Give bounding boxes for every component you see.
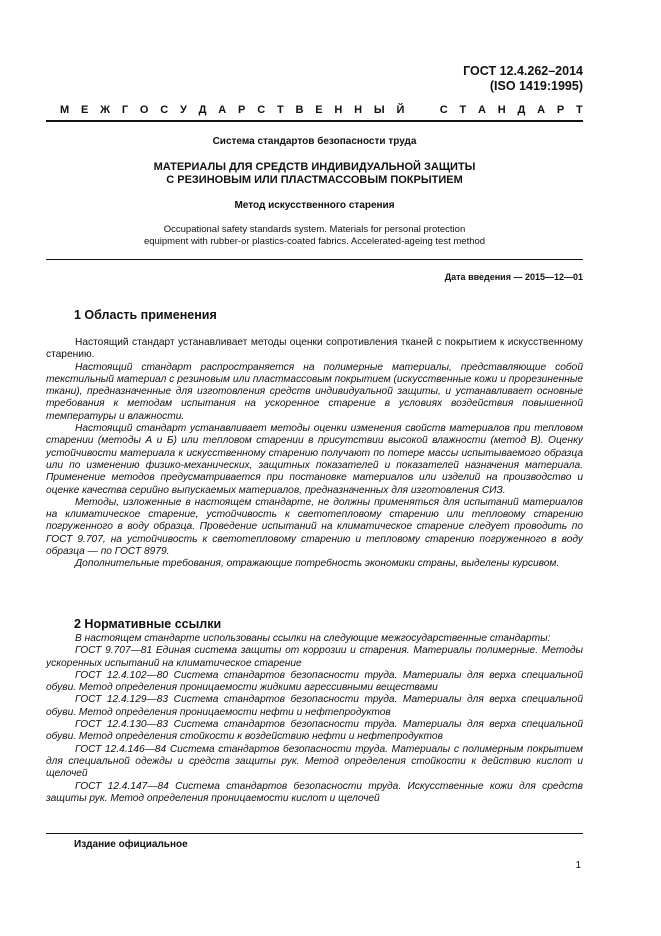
- standard-code-block: [463, 64, 583, 94]
- section-1-paragraph: Методы, изложенные в настоящем стандарте, не должны применяться для испытаний материалов на климатическое старение, устойчивость к светотепловому старению или тепловому старению погруженного в воду образца. Проведение испытаний на климатическое старение следует проводить по ГОСТ 9.707, на устойчивость к светотепловому старению и тепловому старению погруженного в воду образца — по ГОСТ 8979.: [46, 496, 583, 558]
- reference-item: ГОСТ 12.4.147—84 Система стандартов безопасности труда. Искусственные кожи для средств защиты рук. Метод определения проницаемости кислот и щелочей: [46, 780, 583, 804]
- interstate-letter: В: [295, 104, 304, 116]
- interstate-letter: Т: [576, 104, 583, 116]
- interstate-letter: А: [218, 104, 227, 116]
- main-title-line-2: С РЕЗИНОВЫМ ИЛИ ПЛАСТМАССОВЫМ ПОКРЫТИЕМ: [166, 174, 463, 186]
- footer-rule: [46, 833, 583, 834]
- title-rule: [46, 259, 583, 260]
- interstate-letter: А: [478, 104, 486, 116]
- introduction-date: Дата введения — 2015—12—01: [444, 272, 583, 282]
- method-title: Метод искусственного старения: [234, 200, 395, 211]
- interstate-letter: Н: [334, 104, 343, 116]
- interstate-letter: Ж: [100, 104, 111, 116]
- interstate-letter: С: [257, 104, 266, 116]
- standard-code: ГОСТ 12.4.262–2014: [463, 64, 583, 78]
- reference-item: ГОСТ 12.4.102—80 Система стандартов безопасности труда. Материалы для верха специальной обуви. Метод определения проницаемости жидкими агрессивными веществами: [46, 669, 583, 694]
- reference-item: ГОСТ 9.707—81 Единая система защиты от коррозии и старения. Материалы полимерные. Методы ускоренных испытаний на климатическое старение: [46, 645, 583, 669]
- interstate-letter: Д: [198, 104, 207, 116]
- interstate-letter: Д: [517, 104, 526, 116]
- section-1-paragraph: Дополнительные требования, отражающие потребность экономики страны, выделены курсивом.: [75, 558, 560, 570]
- section-2-heading: 2 Нормативные ссылки: [74, 617, 222, 631]
- section-1-body: [46, 337, 583, 571]
- interstate-letter: Р: [238, 104, 246, 116]
- reference-item: ГОСТ 12.4.129—83 Система стандартов безопасности труда. Материалы для верха специальной обуви. Метод определения проницаемости нефти и нефтепродуктов: [46, 694, 583, 718]
- interstate-letter: Й: [396, 104, 405, 116]
- interstate-letter: У: [180, 104, 187, 116]
- english-title-line-2: equipment with rubber-or plastics-coated fabrics. Accelerated-ageing test method: [143, 235, 486, 247]
- interstate-letter: Т: [276, 104, 284, 116]
- interstate-letter: О: [139, 104, 149, 116]
- interstate-letter: Е: [80, 104, 89, 116]
- interstate-letter: Т: [459, 104, 467, 116]
- system-title: Система стандартов безопасности труда: [212, 136, 417, 147]
- main-title-line-1: МАТЕРИАЛЫ ДЛЯ СРЕДСТВ ИНДИВИДУАЛЬНОЙ ЗАЩИТЫ: [153, 161, 476, 173]
- section-1-paragraph: Настоящий стандарт устанавливает методы оценки сопротивления тканей с покрытием к искусственному старению.: [46, 337, 583, 361]
- interstate-letter: М: [60, 104, 70, 116]
- official-edition-label: Издание официальное: [74, 839, 188, 850]
- interstate-letter: Г: [121, 104, 129, 116]
- section-1-paragraph: Настоящий стандарт распространяется на полимерные материалы, представляющие собой текстильный материал с резиновым или пластмассовым покрытием (искусственные кожи и прорезиненные ткани), предназначенные для изготовления средств индивидуальной защиты, и устанавливает основные требования к методам испытания на ускоренное старение в условиях воздействия повышенной температуры и влажности.: [46, 361, 583, 422]
- main-title: [46, 161, 583, 187]
- section-1-paragraph: Настоящий стандарт устанавливает методы оценки изменения свойств материалов при тепловом старении (методы А и Б) или тепловом старении в присутствии высокой влажности (метод В). Оценку устойчивости материала к искусственному старению получают по потере массы испытываемого образца или по изменению физико-механических, защитных показателей и показателей назначения материала. Применение методов предусматривается при постановке материалов или изделий на производство и оценке качества серийно выпускаемых материалов, предназначенных для изготовления СИЗ.: [46, 423, 583, 496]
- reference-item: ГОСТ 12.4.146—84 Система стандартов безопасности труда. Материалы с полимерным покрытием для специальной одежды и средств защиты рук. Метод определения стойкости к действию кислот и щелочей: [46, 743, 583, 780]
- interstate-letter: С: [160, 104, 169, 116]
- iso-code: (ISO 1419:1995): [489, 79, 583, 93]
- interstate-letter: Р: [556, 104, 565, 116]
- header-rule: [46, 120, 583, 122]
- interstate-letter: С: [439, 104, 448, 116]
- interstate-standard-banner: [60, 104, 583, 116]
- section-1-heading: 1 Область применения: [74, 308, 217, 322]
- section-2-body: [46, 633, 583, 805]
- interstate-letter: А: [537, 104, 546, 116]
- english-title-line-1: Occupational safety standards system. Materials for personal protection: [163, 224, 466, 235]
- english-title: [46, 224, 583, 247]
- interstate-letter: Ы: [373, 104, 385, 116]
- interstate-letter: Н: [354, 104, 363, 116]
- interstate-letter: Н: [497, 104, 506, 116]
- page-number: 1: [575, 860, 581, 871]
- section-2-paragraph: В настоящем стандарте использованы ссылки на следующие межгосударственные стандарты:: [75, 633, 551, 644]
- reference-item: ГОСТ 12.4.130—83 Система стандартов безопасности труда. Материалы для верха специальной обуви. Метод определения стойкости к воздействию нефти и нефтепродуктов: [46, 719, 583, 743]
- interstate-letter: Е: [315, 104, 323, 116]
